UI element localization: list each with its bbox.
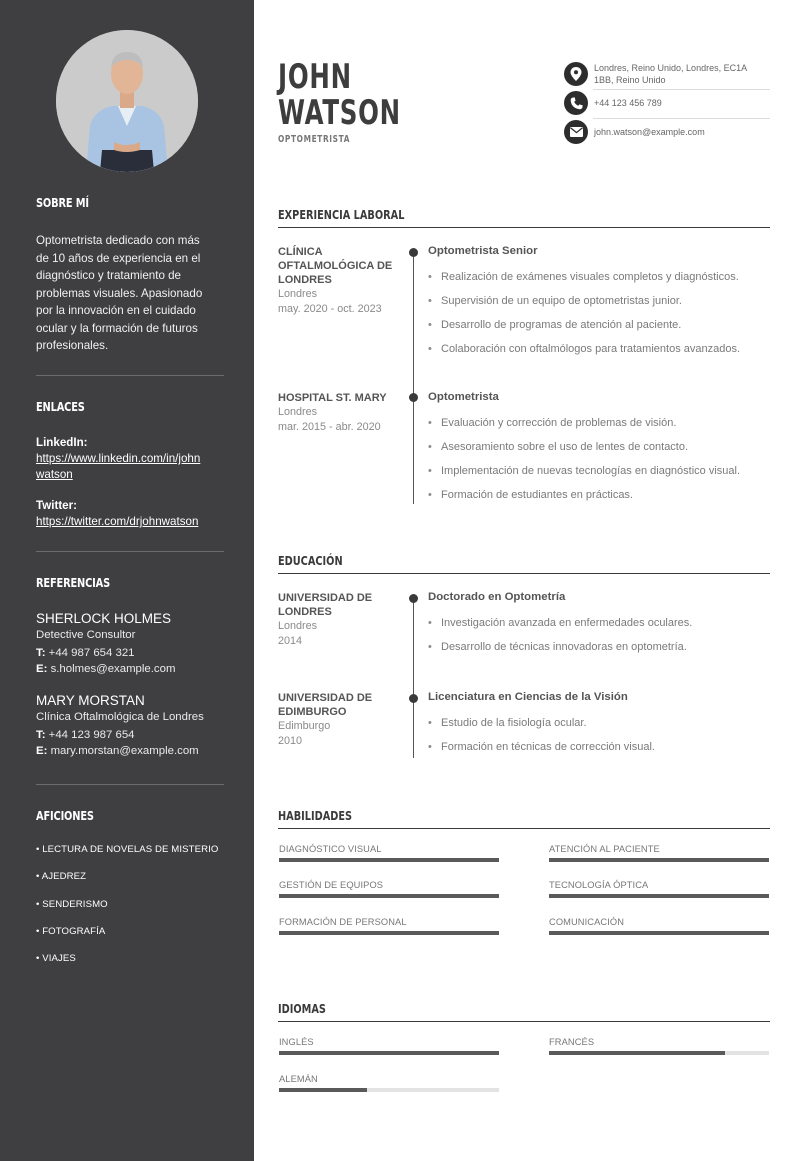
sidebar-divider <box>36 375 224 376</box>
experience-org <box>278 391 398 434</box>
education-bullet: • Formación en técnicas de corrección visual. <box>428 741 655 753</box>
hobbies-section <box>36 809 224 823</box>
contact-phone <box>564 91 770 119</box>
timeline-line <box>413 598 414 758</box>
language-label: ALEMÁN <box>279 1074 318 1084</box>
sidebar <box>0 0 254 1161</box>
skill-bar <box>279 894 499 898</box>
org-location: Londres <box>278 288 318 300</box>
skill-bar-fill <box>279 894 499 898</box>
skill-label: TECNOLOGÍA ÓPTICA <box>549 880 649 890</box>
twitter-label: Twitter: <box>36 499 78 512</box>
reference-email <box>36 743 224 759</box>
experience-bullet: • Supervisión de un equipo de optometristas junior. <box>428 295 682 307</box>
education-degree: Licenciatura en Ciencias de la Visión <box>428 691 628 703</box>
skill-bar-fill <box>549 931 769 935</box>
reference-item <box>36 693 224 759</box>
skill-label: ATENCIÓN AL PACIENTE <box>549 844 660 854</box>
hobbies-title: AFICIONES <box>36 809 94 823</box>
language-bar <box>549 1051 769 1055</box>
contact-email <box>564 120 770 144</box>
org-dates: mar. 2015 - abr. 2020 <box>278 420 381 433</box>
org-location: Londres <box>278 620 318 632</box>
org-name-line: CLÍNICA <box>278 246 323 258</box>
skill-label: DIAGNÓSTICO VISUAL <box>279 844 382 854</box>
skill-label: FORMACIÓN DE PERSONAL <box>279 917 407 927</box>
experience-org <box>278 245 398 316</box>
skill-bar <box>549 931 769 935</box>
email-text: john.watson@example.com <box>594 127 705 137</box>
org-name-line: EDIMBURGO <box>278 706 347 718</box>
skill-bar <box>549 894 769 898</box>
experience-bullet: • Implementación de nuevas tecnologías en diagnóstico visual. <box>428 465 740 477</box>
experience-bullet: • Realización de exámenes visuales completos y diagnósticos. <box>428 271 739 283</box>
section-rule <box>278 573 770 574</box>
about-line: Optometrista dedicado con más <box>36 234 200 247</box>
skill-bar-fill <box>549 858 769 862</box>
skill-item <box>549 880 769 890</box>
skill-item <box>549 844 769 854</box>
links-section <box>36 400 224 414</box>
skill-item <box>549 917 769 927</box>
timeline-dot <box>409 594 418 603</box>
about-section <box>36 196 224 210</box>
org-name-line: UNIVERSIDAD DE <box>278 592 373 604</box>
experience-bullet: • Desarrollo de programas de atención al paciente. <box>428 319 681 331</box>
phone-icon <box>564 91 588 115</box>
first-name: JOHN <box>278 57 352 97</box>
skill-bar-fill <box>549 894 769 898</box>
experience-bullet: • Asesoramiento sobre el uso de lentes de contacto. <box>428 441 688 453</box>
address-text <box>594 63 747 86</box>
timeline-dot <box>409 393 418 402</box>
education-title: EDUCACIÓN <box>278 553 343 568</box>
education-bullet: • Investigación avanzada en enfermedades oculares. <box>428 617 692 629</box>
address-line: 1BB, Reino Unido <box>594 74 666 85</box>
twitter-link-group <box>36 499 224 530</box>
experience-bullet: • Colaboración con oftalmólogos para tratamientos avanzados. <box>428 343 740 355</box>
email-label: E: <box>36 663 48 675</box>
links-title: ENLACES <box>36 400 85 414</box>
language-bar <box>279 1088 499 1092</box>
org-name-line: HOSPITAL ST. MARY <box>278 392 387 404</box>
experience-role: Optometrista Senior <box>428 245 538 257</box>
about-line: profesionales. <box>36 339 109 352</box>
language-bar-fill <box>279 1088 367 1092</box>
phone-label: T: <box>36 647 46 659</box>
reference-phone <box>36 645 224 661</box>
education-degree: Doctorado en Optometría <box>428 591 566 603</box>
reference-email-value: s.holmes@example.com <box>50 663 176 675</box>
timeline-dot <box>409 694 418 703</box>
skill-bar <box>279 931 499 935</box>
experience-bullet: • Evaluación y corrección de problemas de visión. <box>428 417 676 429</box>
org-dates: 2014 <box>278 634 303 647</box>
org-name-line: LONDRES <box>278 274 332 286</box>
skill-label: GESTIÓN DE EQUIPOS <box>279 880 384 890</box>
about-title: SOBRE MÍ <box>36 196 89 210</box>
hobby-item: • VIAJES <box>36 953 76 964</box>
reference-name: SHERLOCK HOLMES <box>36 611 172 626</box>
language-item <box>279 1037 499 1047</box>
about-line: problemas visuales. Apasionado <box>36 286 203 300</box>
reference-item <box>36 611 224 677</box>
language-label: FRANCÉS <box>549 1037 595 1047</box>
skill-bar-fill <box>279 858 499 862</box>
linkedin-link[interactable] <box>36 451 224 483</box>
languages-title: IDIOMAS <box>278 1001 326 1016</box>
education-bullet: • Estudio de la fisiología ocular. <box>428 717 587 729</box>
section-rule <box>278 828 770 829</box>
references-section <box>36 576 224 590</box>
contact-divider <box>593 118 770 119</box>
phone-text: +44 123 456 789 <box>594 98 662 108</box>
about-line: ocular y la formación de futuros <box>36 321 198 335</box>
section-rule <box>278 1021 770 1022</box>
phone-label: T: <box>36 729 46 741</box>
education-org <box>278 691 398 748</box>
org-name-line: OFTALMOLÓGICA DE <box>278 260 393 272</box>
about-line: de 10 años de experiencia en el <box>36 251 201 265</box>
timeline-dot <box>409 248 418 257</box>
skill-item <box>279 844 499 854</box>
contact-address <box>564 62 770 90</box>
address-line: Londres, Reino Unido, Londres, EC1A <box>594 63 748 73</box>
hobbies-list <box>36 844 224 974</box>
timeline-line <box>413 252 414 504</box>
org-dates: 2010 <box>278 734 303 747</box>
org-location: Edimburgo <box>278 720 331 732</box>
reference-role: Detective Consultor <box>36 629 136 641</box>
language-bar <box>279 1051 499 1055</box>
section-rule <box>278 227 770 228</box>
skill-bar <box>279 858 499 862</box>
linkedin-link-group <box>36 436 224 483</box>
contact-divider <box>593 89 770 90</box>
sidebar-divider <box>36 784 224 785</box>
profile-photo <box>56 30 198 172</box>
language-bar-fill <box>549 1051 725 1055</box>
org-name-line: LONDRES <box>278 606 332 618</box>
reference-name: MARY MORSTAN <box>36 693 145 708</box>
about-line: por la innovación en el cuidado <box>36 304 196 317</box>
skill-item <box>279 917 499 927</box>
language-bar-fill <box>279 1051 499 1055</box>
skill-bar <box>549 858 769 862</box>
linkedin-label: LinkedIn: <box>36 436 88 449</box>
hobby-item: • SENDERISMO <box>36 899 108 910</box>
org-name-line: UNIVERSIDAD DE <box>278 692 373 704</box>
sidebar-divider <box>36 551 224 552</box>
hobby-item: • AJEDREZ <box>36 871 87 882</box>
org-dates: may. 2020 - oct. 2023 <box>278 302 382 315</box>
skill-bar-fill <box>279 931 499 935</box>
skill-label: COMUNICACIÓN <box>549 917 625 927</box>
reference-phone <box>36 727 224 743</box>
skill-item <box>279 880 499 890</box>
email-label: E: <box>36 745 48 757</box>
language-label: INGLÉS <box>279 1037 314 1047</box>
experience-role: Optometrista <box>428 391 499 403</box>
references-title: REFERENCIAS <box>36 576 111 590</box>
twitter-link[interactable]: https://twitter.com/drjohnwatson <box>36 515 199 528</box>
linkedin-url-line: watson <box>36 468 73 481</box>
reference-phone-value: +44 987 654 321 <box>48 647 135 659</box>
education-bullet: • Desarrollo de técnicas innovadoras en optometría. <box>428 641 687 653</box>
location-pin-icon <box>564 62 588 86</box>
language-item <box>549 1037 769 1047</box>
experience-bullet: • Formación de estudiantes en prácticas. <box>428 489 633 501</box>
language-item <box>279 1074 499 1084</box>
reference-email <box>36 661 224 677</box>
hobby-item: • LECTURA DE NOVELAS DE MISTERIO <box>36 844 219 855</box>
skills-title: HABILIDADES <box>278 808 353 823</box>
education-org <box>278 591 398 648</box>
reference-phone-value: +44 123 987 654 <box>48 729 135 741</box>
experience-title: EXPERIENCIA LABORAL <box>278 207 405 222</box>
last-name: WATSON <box>278 93 401 133</box>
linkedin-url-line: https://www.linkedin.com/in/john <box>36 452 201 465</box>
job-title: OPTOMETRISTA <box>278 134 351 145</box>
reference-role: Clínica Oftalmológica de Londres <box>36 711 204 723</box>
hobby-item: • FOTOGRAFÍA <box>36 926 106 937</box>
org-location: Londres <box>278 406 318 418</box>
about-text <box>36 232 224 355</box>
about-line: diagnóstico y tratamiento de <box>36 269 182 282</box>
envelope-icon <box>564 120 588 144</box>
reference-email-value: mary.morstan@example.com <box>50 745 199 757</box>
